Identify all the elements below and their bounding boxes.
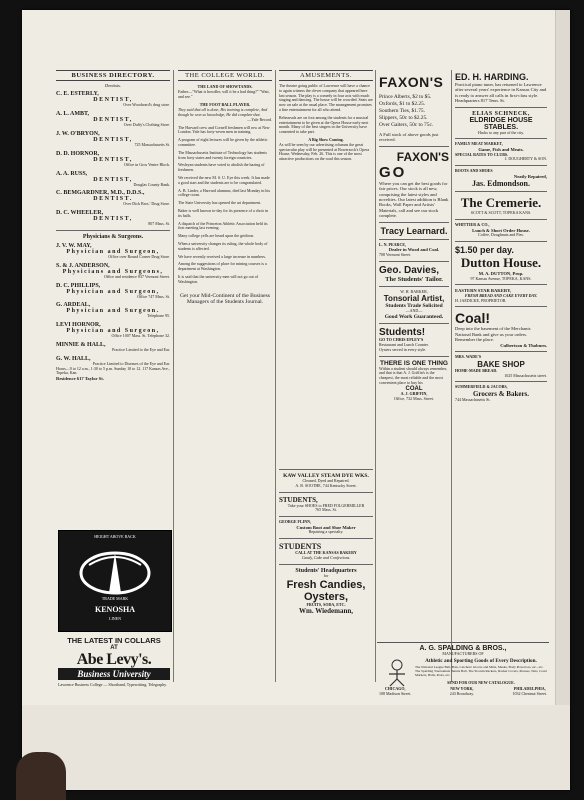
grocers-line: Grocers & Bakers. bbox=[472, 390, 530, 399]
spalding-body: The National League Ball, Bats, Catchers' Gloves and Mitts, Masks, Body Protectors, etc., etc. The Spalding Tournament Tennis Ball, The Slocum Rackets, Racket Covers, Presses, Nets, Court Markers, Balls, Posts, etc. bbox=[415, 665, 547, 677]
directory-entry bbox=[56, 283, 170, 300]
game-line: Game, Fish and Meats. bbox=[478, 147, 524, 153]
poem-title: THE LAND OF SHOWTANDS. bbox=[197, 84, 253, 89]
levy-line1: THE LATEST IN COLLARS bbox=[67, 636, 161, 645]
physicians-list bbox=[56, 243, 170, 367]
entry-title: Physician and Surgeon, bbox=[66, 328, 160, 335]
entry-title: DENTIST, bbox=[93, 156, 133, 163]
entry-address: Over Dick Bros.' Drug Store. bbox=[123, 201, 170, 207]
dutton-addr: 97 Kansas Avenue, TOPEKA, KANS. bbox=[470, 275, 532, 281]
city-name: CHICAGO, bbox=[384, 686, 406, 691]
column-rule bbox=[451, 70, 452, 682]
one-thing-title: THERE IS ONE THING bbox=[380, 359, 448, 367]
spalding-title: A. G. SPALDING & BROS., bbox=[419, 645, 507, 652]
news-paragraph: The Harvard crew and Cornell freshmen will row at New London. Yale has forty-seven men in training. bbox=[178, 124, 270, 135]
tracy-learnard: Tracy Learnard. bbox=[380, 225, 448, 236]
journal-ad: Get your Mid-Continent of the Business Managers of the Students Journal. bbox=[180, 292, 270, 306]
directory-entry bbox=[56, 243, 170, 260]
credit: —Yale Record. bbox=[247, 116, 272, 122]
news-paragraph: Baker is well known to-day for its presence of a choir in its halls. bbox=[178, 207, 269, 218]
grocers-addr: 744 Massachusetts St. bbox=[455, 397, 491, 403]
entry-title: DENTIST, bbox=[93, 216, 133, 223]
entry-address: 725 Massachusetts St. bbox=[134, 142, 170, 147]
price-item: Slippers, 50c to $2.25. bbox=[379, 115, 428, 121]
shoes-title: STUDENTS, bbox=[279, 495, 318, 504]
entry-name: D. C. PHILLIPS, bbox=[56, 282, 101, 289]
collar-banner: HEIGHT ABOVE BACK bbox=[94, 534, 136, 539]
faxon-title: FAXON'S bbox=[379, 74, 444, 90]
price-item: Oxfords, $1 to $2.25. bbox=[379, 101, 426, 107]
davies-name: Geo. Davies, bbox=[379, 264, 440, 276]
bakery-body: CALL AT THE KANSAS BAKERY bbox=[295, 550, 357, 556]
headquarters-for: for bbox=[323, 572, 329, 578]
spalding-catalogue: SEND FOR OUR NEW CATALOGUE. bbox=[447, 680, 515, 685]
remember-line: Remember the place. bbox=[455, 337, 494, 343]
column-rule bbox=[375, 70, 376, 682]
bottom-margin bbox=[22, 705, 570, 790]
hours-text: Hours—9 to 12 a.m., 1:30 to 5 p.m. Sunday 10 to 12. 117 Kansas Ave., Topeka, Kan. bbox=[56, 365, 170, 376]
entry-name: C. E. ESTERLY, bbox=[56, 91, 99, 98]
news-paragraph: Among the suggestions of place for mining courses is a department at Washington. bbox=[178, 261, 267, 272]
column-header: THE COLLEGE WORLD. bbox=[178, 70, 272, 81]
price-item: Southern Ties, $1.75. bbox=[379, 108, 425, 114]
entry-title: DENTIST, bbox=[93, 137, 133, 143]
entry-address: Office 747 Mass. St. bbox=[137, 293, 170, 299]
directory-entry bbox=[56, 302, 170, 319]
entry-name: D. C. WHEELER, bbox=[56, 210, 104, 217]
wade-addr: 1025 Massachusetts street. bbox=[504, 372, 547, 378]
entry-address: Practice Limited to the Eye and Ear. bbox=[112, 346, 170, 352]
pearce-name: L. N. PEARCE, bbox=[379, 241, 407, 247]
flinn-addr: Repairing a specialty. bbox=[308, 529, 344, 535]
news-paragraph: The State University has opened the art department. bbox=[178, 200, 262, 206]
news-paragraph: Wesleyan students have voted to abolish the hazing of freshmen. bbox=[178, 162, 265, 173]
entry-address: Office over Round Corner Drug Store. bbox=[108, 253, 170, 259]
bakery-title: STUDENTS bbox=[279, 542, 322, 552]
bake-shop: BAKE SHOP bbox=[477, 359, 525, 369]
column-rule bbox=[173, 70, 174, 682]
collar-brand: KENOSHA bbox=[94, 605, 135, 614]
directory-entry bbox=[56, 151, 170, 168]
harding-title: ED. H. HARDING. bbox=[455, 72, 529, 82]
poem-text: They said that all is done, His training is complete, And though he won so knowledge, He did complete that. bbox=[178, 107, 268, 117]
dutton-title: Dutton House. bbox=[460, 255, 542, 271]
go-headline: GO bbox=[379, 163, 407, 181]
price-list bbox=[379, 94, 449, 129]
entry-address: Office in Gros Ventre Block. bbox=[124, 161, 170, 167]
dye-works-body: Cleaned, Dyed and Repaired. bbox=[302, 478, 350, 483]
one-thing-body: Within a student should always remember, and that is that A. J. Griffin's is the cheapest, the most reliable and the most convenient place to buy his bbox=[379, 365, 448, 386]
amusements-text: As will be seen by our advertising columns the great spectacular play will be presented at Bowersock's Opera House, Wednesday, Feb. 26. This is one of the most attractive productions on the road this season. bbox=[279, 141, 370, 162]
entry-address: Over Duffy's Clothing Store. bbox=[123, 122, 170, 128]
faxon-column bbox=[379, 74, 449, 686]
repaired-line: Neatly Repaired, bbox=[513, 174, 547, 180]
city-addr: 108 Madison Street. bbox=[379, 690, 412, 696]
fruits-line: FRUITS, SODA, ETC. bbox=[306, 601, 346, 607]
stock-text: A Full stock of above goods just received. bbox=[379, 132, 439, 143]
entry-title: DENTIST. bbox=[93, 196, 133, 203]
city-addr: 1032 Chestnut Street. bbox=[512, 690, 547, 696]
meat-addr: J. DOUGHERTY & SON. bbox=[504, 156, 547, 162]
directory-entry bbox=[56, 131, 170, 148]
price-item: Prince Alberts, $2 to $5. bbox=[379, 94, 432, 100]
stables-title: ELDRIDGE HOUSE STABLES. bbox=[469, 116, 533, 131]
divider bbox=[56, 230, 170, 231]
dye-works-title: KAW VALLEY STEAM DYE WKS. bbox=[283, 473, 369, 479]
entry-title: Physician and Surgeon. bbox=[66, 308, 160, 315]
entry-name: A. A. RUSS, bbox=[56, 170, 88, 177]
cremerie-title: The Cremerie. bbox=[460, 195, 542, 211]
dentists-list bbox=[56, 91, 170, 227]
entry-name: G. W. HALL, bbox=[56, 355, 91, 362]
entry-title: DENTIST, bbox=[93, 117, 133, 124]
entry-title: Physicians and Surgeons, bbox=[62, 268, 164, 275]
entry-name: MINNIE & HALL, bbox=[56, 341, 106, 348]
special-rates: SPECIAL RATES TO CLUBS. bbox=[455, 151, 509, 157]
headquarters-title: Students' Headquarters bbox=[295, 567, 357, 574]
entry-address: Office and residence 837 Vermont Street. bbox=[103, 273, 170, 279]
newspaper-page bbox=[22, 10, 570, 790]
directory-entry bbox=[56, 91, 170, 108]
oysters-line: Oysters, bbox=[303, 590, 349, 603]
college-note: Lawrence Business College — Shorthand, Typewriting, Telegraphy. bbox=[58, 682, 167, 687]
candies-line: Fresh Candies, bbox=[286, 578, 366, 591]
directory-entry bbox=[56, 322, 170, 339]
directory-entry bbox=[56, 171, 170, 188]
amusements-text: The theatre going public of Lawrence will have a chance to again witness the clever company that appeared here last season. The play is a comedy in four acts with much singing and dancing. The house will be crowded. Seats are now on sale at the usual place. The management promises a fine entertainment for all who attend. bbox=[279, 83, 373, 112]
city-name: PHILADELPHIA, bbox=[513, 686, 546, 691]
news-paragraph: A dispatch of the Princeton Athletic Association held its first meeting last evening. bbox=[178, 220, 268, 231]
amusements-text: Rehearsals are on foot among the students for a musical entertainment to be given at the Opera House early next month. Many of the best singers in the University have consented to take part. bbox=[279, 114, 369, 135]
students-headline: Students! bbox=[379, 327, 426, 339]
home-made: HOME-MADE BREAD. bbox=[455, 367, 498, 373]
entry-name: LEVI HORNOR, bbox=[56, 322, 101, 329]
bakery-sub: Candy, Cake and Confections. bbox=[301, 554, 351, 560]
and-line: —AND— bbox=[405, 308, 423, 314]
culbertson-line: Culbertson & Thoburn. bbox=[500, 342, 547, 348]
poem-title: THE FOOT BALL PLAYER. bbox=[199, 102, 251, 108]
coal-word: COAL bbox=[405, 385, 423, 392]
meat-market: FAMILY MEAT MARKET, bbox=[455, 141, 503, 147]
spalding-sub: MANUFACTURERS OF bbox=[442, 651, 484, 656]
athlete-icon bbox=[379, 657, 415, 687]
spalding-city bbox=[512, 687, 547, 697]
hand-icon bbox=[16, 752, 66, 800]
entry-name: C. BEMGARDNER, M.D., D.D.S., bbox=[56, 190, 145, 197]
tonsorial-artist: Tonsorial Artist, bbox=[383, 294, 445, 304]
directory-entry bbox=[56, 190, 170, 207]
entry-name: S. & J. ANDERSON, bbox=[56, 262, 110, 269]
news-paragraph: It is said that the university men will not go out of Washington. bbox=[178, 273, 259, 284]
city-name: NEW YORK, bbox=[450, 686, 474, 691]
go-body: Where you can get the best goods for fair prices. Our stock is all new, comprising the latest styles and novelties. Our latest addition is Blank Books, Wall Paper and Artists' Materials, call and see our stock complete. bbox=[379, 180, 449, 219]
shoes-body: Take your SHOES to FRED FOLGERMILLER bbox=[287, 502, 365, 508]
entry-name: D. D. HORNOR, bbox=[56, 150, 100, 157]
faxon-title-2: FAXON'S bbox=[396, 149, 449, 164]
directory-entry bbox=[56, 342, 170, 353]
griffin-name: A. J. GRIFFIN, bbox=[400, 390, 428, 396]
entry-address: Over Woodward's drug store. bbox=[123, 102, 170, 108]
collar-ad bbox=[58, 530, 172, 632]
cremerie-sub: SCOTT & SCOTT, TOPEKA KANS. bbox=[470, 210, 532, 216]
epley-line: GO TO CHRIS EPLEY'S bbox=[379, 337, 424, 343]
boots-line: BOOTS AND SHOES bbox=[455, 168, 493, 174]
coal-headline: Coal! bbox=[455, 310, 490, 327]
wade-name: MRS. WADE'S bbox=[455, 354, 482, 360]
entry-address: Office 1007 Mass. St. Telephone 32. bbox=[111, 333, 170, 339]
collar-linen: LINEN bbox=[109, 616, 121, 621]
entry-address: Telephone 95. bbox=[147, 313, 170, 319]
davies-tailor: The Students' Tailor. bbox=[385, 275, 443, 283]
dutton-name: M. A. DUTTON, Prop. bbox=[478, 271, 524, 277]
entry-title: DENTIST, bbox=[93, 97, 133, 104]
jaedicke-line: H. JAEDICKE, PROPRIETOR. bbox=[455, 297, 507, 303]
college-world-column bbox=[178, 70, 272, 682]
entry-title: Physician and Surgeon, bbox=[66, 248, 160, 255]
shoes-addr: 765 Mass. St. bbox=[315, 507, 337, 513]
spalding-ad bbox=[377, 642, 549, 701]
city-addr: 243 Broadway. bbox=[449, 690, 474, 696]
edmondson-name: Jas. Edmondson. bbox=[471, 179, 531, 189]
harding-body: Practical piano tuner, has returned to Lawrence after several years' experience in Kansas City and is ready to answer all calls in first-class style. Headquarters 817 Tenn. St. bbox=[455, 82, 547, 104]
lunch-line: Lunch & Short Order House. bbox=[472, 228, 530, 234]
fresh-bread: FRESH BREAD AND CAKE EVERY DAY. bbox=[464, 292, 538, 298]
entry-address: Practice Limited to Diseases of the Eye and Ear. bbox=[92, 360, 170, 366]
dye-works-addr: A. B. SOOTHE, 744 Kentucky Street. bbox=[295, 482, 357, 488]
wiedemann-name: Wm. Wiedemann, bbox=[299, 607, 353, 616]
directory-entry bbox=[56, 263, 170, 280]
bakery-name: EASTERN STAR BAKERY, bbox=[455, 288, 512, 294]
entry-address: 807 Mass. St. bbox=[148, 221, 170, 227]
entry-name: G. ARDEAL, bbox=[56, 302, 91, 309]
spalding-city bbox=[450, 687, 474, 697]
col3-ads bbox=[279, 466, 373, 615]
column-rule bbox=[275, 70, 276, 682]
column-header: BUSINESS DIRECTORY. bbox=[56, 70, 170, 81]
entry-name: J. V. W. MAY, bbox=[56, 242, 92, 249]
next-page-edge bbox=[555, 10, 570, 790]
price-line: $1.50 per day. bbox=[455, 245, 514, 256]
directory-entry bbox=[56, 210, 170, 227]
entry-address: Douglas County Bank. bbox=[133, 181, 170, 187]
directory-entry bbox=[56, 111, 170, 128]
restaurant-line: Restaurant and Lunch Counter. bbox=[379, 342, 429, 348]
stables-sub: Hacks to any part of the city. bbox=[477, 129, 525, 135]
entry-name: A. L. AMBT, bbox=[56, 111, 90, 118]
news-paragraph: When a university changes its ruling, the whole body of students is affected. bbox=[178, 240, 268, 251]
flinn-body: Custom Boot and Shoe Maker bbox=[296, 524, 356, 530]
spalding-headline: Athletic and Sporting Goods of Every Description. bbox=[425, 658, 537, 664]
good-work: Good Work Guaranteed. bbox=[384, 314, 444, 321]
oysters-line: Oysters served in every style. bbox=[379, 346, 427, 352]
levy-line2: AT bbox=[110, 645, 118, 651]
news-paragraph: A. B. Linder, a Harvard alumnus, died last Monday in his college room. bbox=[178, 187, 271, 198]
griffin-addr: Office, 732 Mass. Street. bbox=[394, 395, 434, 401]
entry-title: DENTIST, bbox=[93, 176, 133, 183]
pearce-addr: 708 Vermont Street. bbox=[379, 251, 412, 257]
business-university-banner: Business University bbox=[58, 668, 170, 680]
amusements-column bbox=[279, 70, 373, 470]
news-paragraph: The Massachusetts Institute of Technology has students from forty states and twenty foreign countries. bbox=[178, 149, 267, 160]
section-heading: Dentists. bbox=[104, 83, 122, 88]
directory-entry bbox=[56, 356, 170, 367]
residence-text: Residence 617 Taylor St. bbox=[56, 376, 104, 382]
price-item: Over Gaiters, 50c to 75c. bbox=[379, 122, 434, 128]
pearce-body: Dealer in Wood and Coal. bbox=[388, 247, 440, 253]
section-heading: Physicians & Surgeons. bbox=[82, 233, 144, 240]
schneck-name: ELIAS SCHNECK, bbox=[472, 110, 530, 117]
spalding-city bbox=[379, 687, 411, 697]
news-paragraph: We received the new M. S. U. Eye this week. It has made a good start and the students are to be congratulated. bbox=[178, 174, 270, 185]
column-header: AMUSEMENTS. bbox=[279, 70, 373, 81]
entry-title: Physician and Surgeon, bbox=[66, 288, 160, 295]
poem-text: Father—"What is bowdler, will it be a bad thing?" "Wait, and see." bbox=[178, 88, 270, 99]
coal-body: Deep into the basement of the Merchants National Bank and give us your orders. bbox=[455, 326, 531, 337]
entry-name: J. W. O'BRYON, bbox=[56, 131, 100, 137]
news-paragraph: A program of eight lectures will be given by the athletic committee. bbox=[178, 137, 268, 147]
news-paragraph: We have recently received a large increase in numbers. bbox=[178, 253, 266, 259]
flinn-title: GEORGE FLINN, bbox=[279, 519, 312, 525]
summerfield-name: SUMMERFIELD & JACOBS, bbox=[455, 384, 508, 390]
spalding-cities bbox=[379, 687, 547, 697]
news-paragraph: Many college yells are heard upon the gridiron. bbox=[178, 233, 254, 239]
levy-name: Abe Levy's. bbox=[76, 651, 152, 668]
collar-trademark: TRADE MARK bbox=[101, 596, 129, 601]
trade-solicited: Students Trade Solicited bbox=[385, 303, 443, 310]
whittier-name: WHITTIER & CO., bbox=[455, 222, 490, 228]
harding-column bbox=[455, 72, 547, 672]
lunch-sub: Coffee, Doughnuts and Pies. bbox=[478, 232, 524, 238]
show-heading: A Big Show Coming. bbox=[308, 136, 344, 142]
barker-name: W. H. BARKER, bbox=[400, 288, 428, 294]
